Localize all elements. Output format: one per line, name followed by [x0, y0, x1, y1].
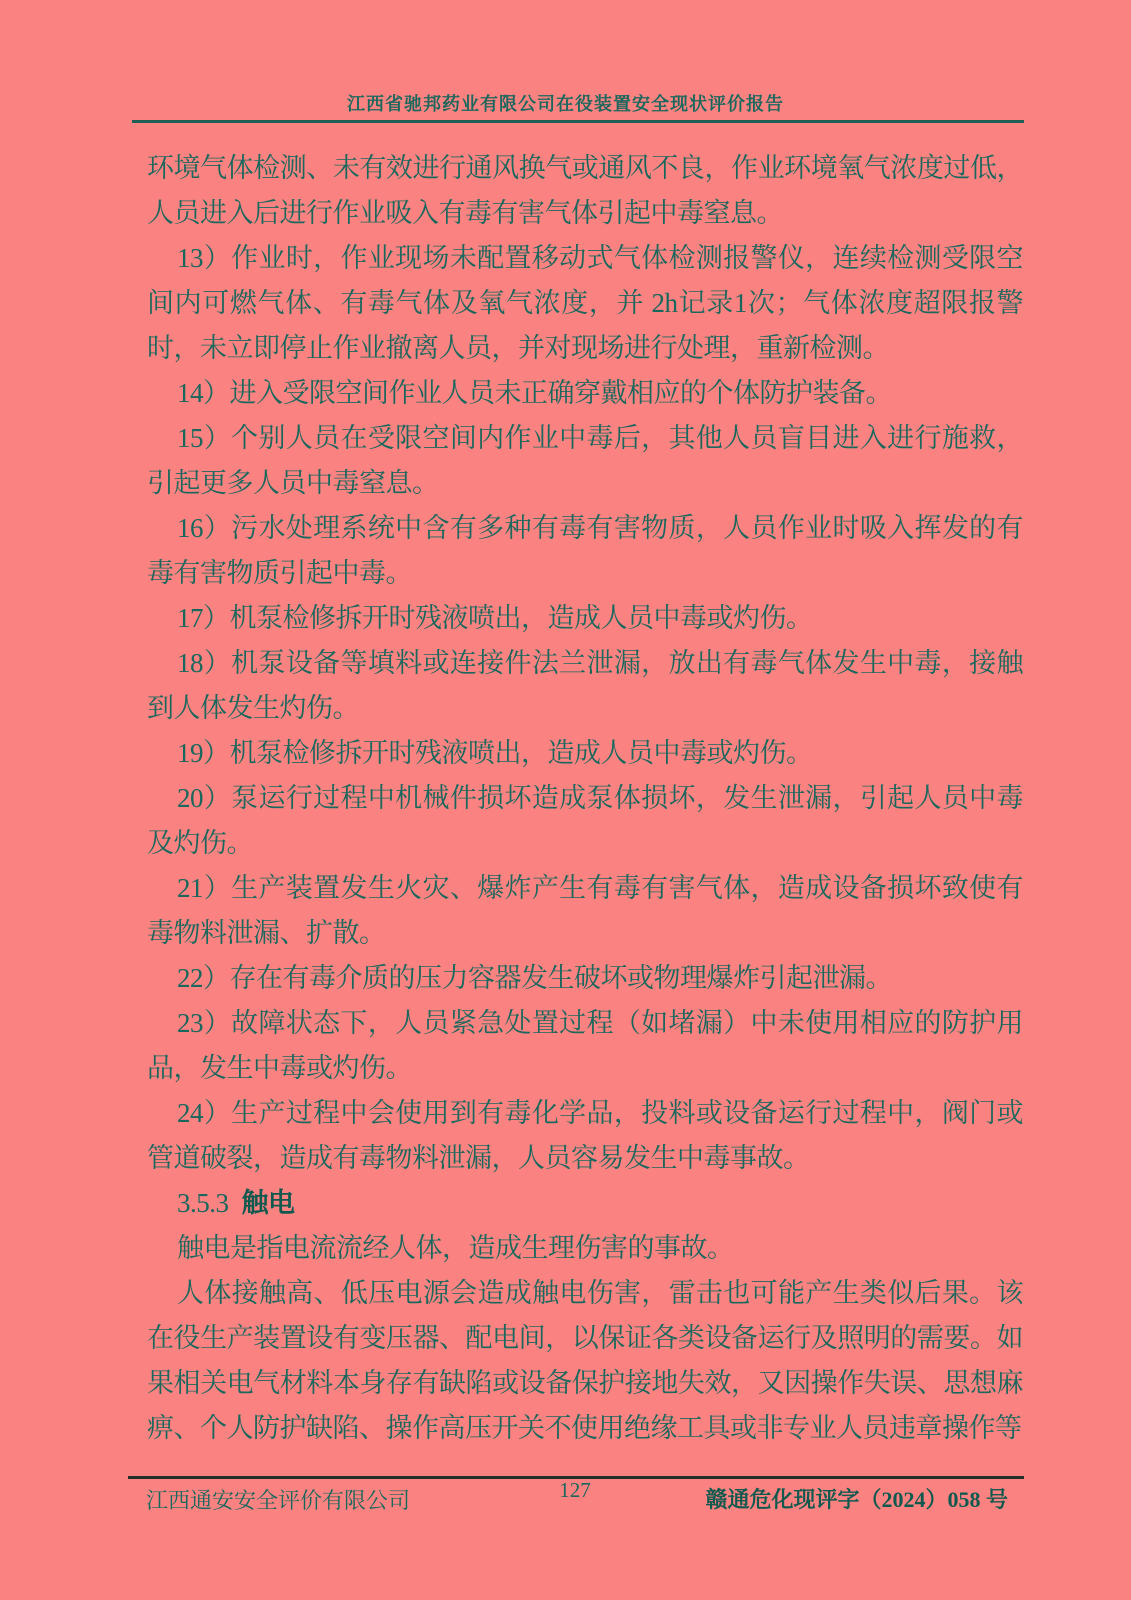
section-heading [147, 1181, 1023, 1226]
paragraph-item-14: 14）进入受限空间作业人员未正确穿戴相应的个体防护装备。 [177, 378, 892, 408]
footer-document-number: 赣通危化现评字（2024）058 号 [705, 1487, 1008, 1512]
footer-page-number: 127 [559, 1478, 591, 1502]
paragraph-item-13: 13）作业时，作业现场未配置移动式气体检测报警仪，连续检测受限空间内可燃气体、有毒气体及氧气浓度，并 2h记录1次；气体浓度超限报警时，未立即停止作业撤离人员，并对现场进行处理，重新检测。 [147, 243, 1023, 363]
paragraph-item-16: 16）污水处理系统中含有多种有毒有害物质，人员作业时吸入挥发的有毒有害物质引起中毒。 [147, 513, 1023, 588]
document-body [147, 146, 1023, 1451]
footer-company-name: 江西通安安全评价有限公司 [146, 1488, 411, 1513]
paragraph-item-17: 17）机泵检修拆开时残液喷出，造成人员中毒或灼伤。 [177, 603, 813, 633]
paragraph-item-22: 22）存在有毒介质的压力容器发生破坏或物理爆炸引起泄漏。 [177, 963, 892, 993]
paragraph-item-23: 23）故障状态下，人员紧急处置过程（如堵漏）中未使用相应的防护用品，发生中毒或灼伤。 [147, 1008, 1023, 1083]
paragraph-item-19: 19）机泵检修拆开时残液喷出，造成人员中毒或灼伤。 [177, 738, 813, 768]
paragraph-item-15: 15）个别人员在受限空间内作业中毒后，其他人员盲目进入进行施救，引起更多人员中毒窒息。 [147, 423, 1023, 498]
paragraph-electric-shock-definition: 触电是指电流流经人体，造成生理伤害的事故。 [177, 1233, 734, 1263]
section-number: 3.5.3 [177, 1188, 229, 1218]
paragraph-item-24: 24）生产过程中会使用到有毒化学品，投料或设备运行过程中，阀门或管道破裂，造成有毒物料泄漏，人员容易发生中毒事故。 [147, 1098, 1023, 1173]
section-title: 触电 [241, 1188, 295, 1218]
paragraph-item-18: 18）机泵设备等填料或连接件法兰泄漏，放出有毒气体发生中毒，接触到人体发生灼伤。 [147, 648, 1023, 723]
header-rule [132, 120, 1024, 123]
page-header-title: 江西省驰邦药业有限公司在役装置安全现状评价报告 [347, 94, 784, 114]
paragraph-item-20: 20）泵运行过程中机械件损坏造成泵体损坏，发生泄漏，引起人员中毒及灼伤。 [147, 783, 1023, 858]
paragraph-continuation: 环境气体检测、未有效进行通风换气或通风不良，作业环境氧气浓度过低，人员进入后进行作业吸入有毒有害气体引起中毒窒息。 [147, 153, 1023, 228]
paragraph-item-21: 21）生产装置发生火灾、爆炸产生有毒有害气体，造成设备损坏致使有毒物料泄漏、扩散。 [147, 873, 1023, 948]
paragraph-electric-shock-detail: 人体接触高、低压电源会造成触电伤害，雷击也可能产生类似后果。该在役生产装置设有变压器、配电间，以保证各类设备运行及照明的需要。如果相关电气材料本身存有缺陷或设备保护接地失效，又因操作失误、思想麻痹、个人防护缺陷、操作高压开关不使用绝缘工具或非专业人员违章操作等 [147, 1278, 1023, 1443]
